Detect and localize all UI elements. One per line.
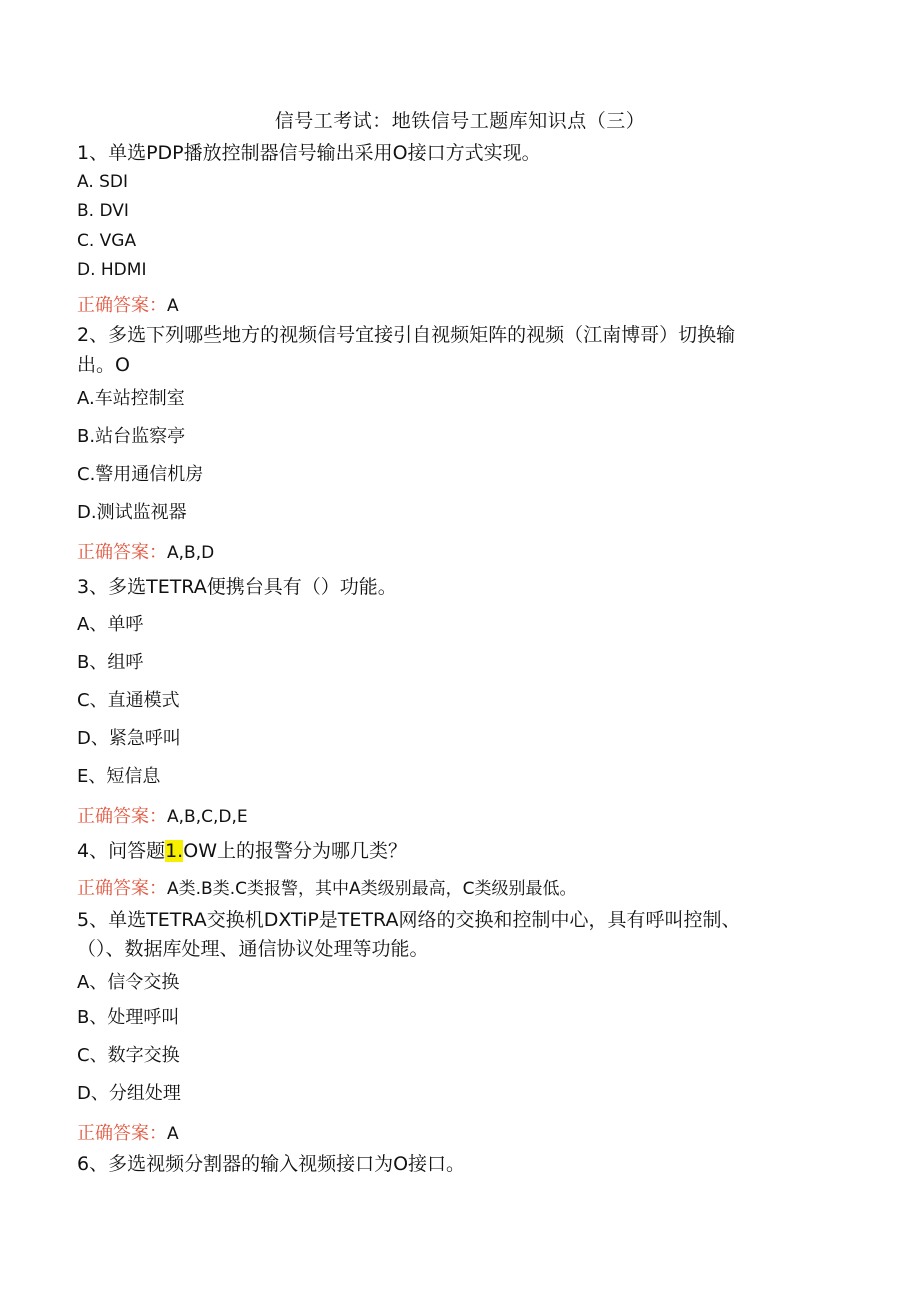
question-5-option-d: D、分组处理 <box>77 1083 181 1104</box>
question-1-option-b: B. DVI <box>77 201 129 221</box>
question-5-option-c: C、数字交换 <box>77 1045 180 1066</box>
question-1-option-d: D. HDMI <box>77 260 147 280</box>
answer-value: A,B,C,D,E <box>167 807 248 827</box>
question-2-stem-line-1: 2、多选下列哪些地方的视频信号宜接引自视频矩阵的视频（江南博哥）切换输 <box>77 324 736 346</box>
question-2-option-a: A.车站控制室 <box>77 388 185 409</box>
question-1-option-a: A. SDI <box>77 172 129 192</box>
question-4-stem-suffix: OW上的报警分为哪几类？ <box>183 840 407 862</box>
question-2-stem-line-2: 出。O <box>77 354 130 376</box>
question-1-answer <box>77 294 179 318</box>
answer-value: A类.B类.C类报警，其中A类级别最高，C类级别最低。 <box>167 879 577 899</box>
question-5-stem-line-2: （）、数据库处理、通信协议处理等功能。 <box>77 938 429 960</box>
question-6-stem: 6、多选视频分割器的输入视频接口为O接口。 <box>77 1153 466 1175</box>
question-3-option-b: B、组呼 <box>77 652 144 673</box>
question-1-stem: 1、单选PDP播放控制器信号输出采用O接口方式实现。 <box>77 142 541 164</box>
question-3-option-a: A、单呼 <box>77 614 144 635</box>
question-4-answer <box>77 877 576 901</box>
answer-value: A <box>167 296 179 316</box>
question-2-answer <box>77 541 214 565</box>
question-5-option-b: B、处理呼叫 <box>77 1007 180 1028</box>
question-3-option-e: E、短信息 <box>77 766 161 787</box>
question-3-answer <box>77 805 248 829</box>
question-5-stem-line-1: 5、单选TETRA交换机DXTiP是TETRA网络的交换和控制中心，具有呼叫控制、 <box>77 909 741 931</box>
question-2-option-c: C.警用通信机房 <box>77 464 204 485</box>
question-4-highlight: 1. <box>165 840 184 862</box>
answer-label: 正确答案： <box>77 295 167 316</box>
question-5-answer <box>77 1122 179 1146</box>
question-4-stem-prefix: 4、问答题 <box>77 840 166 862</box>
question-2-option-d: D.测试监视器 <box>77 502 187 523</box>
question-5-option-a: A、信令交换 <box>77 972 180 993</box>
question-3-stem: 3、多选TETRA便携台具有（）功能。 <box>77 576 397 598</box>
answer-value: A,B,D <box>167 543 215 563</box>
answer-label: 正确答案： <box>77 806 167 827</box>
answer-label: 正确答案： <box>77 1123 167 1144</box>
question-2-option-b: B.站台监察亭 <box>77 426 186 447</box>
question-4-stem <box>77 839 407 863</box>
question-1-option-c: C. VGA <box>77 231 137 251</box>
question-3-option-c: C、直通模式 <box>77 690 180 711</box>
document-title: 信号工考试：地铁信号工题库知识点（三） <box>274 110 646 132</box>
question-3-option-d: D、紧急呼叫 <box>77 728 181 749</box>
answer-value: A <box>167 1124 179 1144</box>
answer-label: 正确答案： <box>77 878 167 899</box>
answer-label: 正确答案： <box>77 542 167 563</box>
